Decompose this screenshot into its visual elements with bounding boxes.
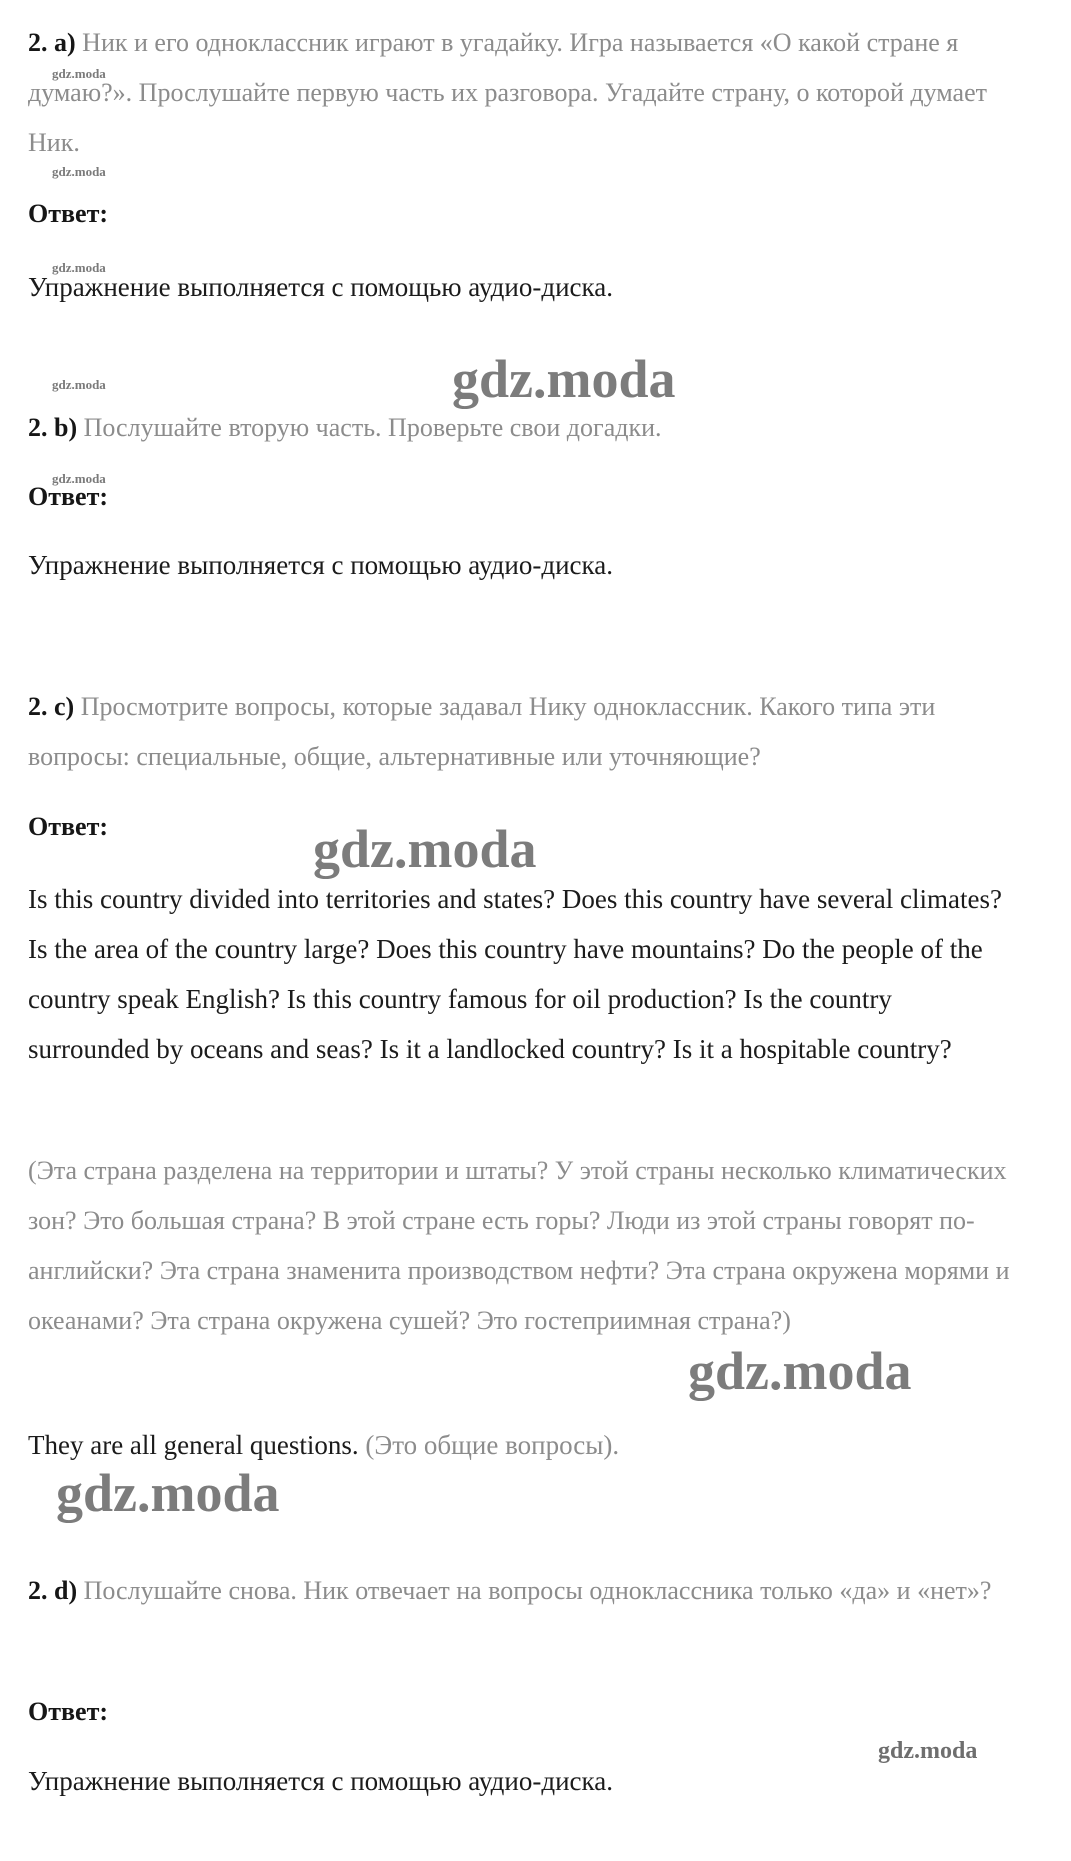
watermark-large: gdz.moda: [313, 819, 537, 879]
task-text: Послушайте снова. Ник отвечает на вопросы одноклассника только «да» и «нет»?: [83, 1576, 992, 1605]
task-number: 2. c): [28, 692, 75, 721]
answer-label: Ответ:: [28, 812, 109, 841]
task-2c-prompt: [28, 682, 1018, 782]
conclusion-translation: (Это общие вопросы).: [365, 1430, 620, 1460]
watermark-small: gdz.moda: [52, 377, 106, 392]
answer-label: Ответ:: [28, 199, 109, 228]
task-number: 2. a): [28, 28, 76, 57]
answer-label: Ответ:: [28, 482, 109, 511]
task-text: Послушайте вторую часть. Проверьте свои догадки.: [83, 413, 662, 442]
answer-text: Упражнение выполняется с помощью аудио-диска.: [28, 550, 613, 580]
watermark-small: gdz.moda: [52, 471, 106, 486]
watermark-small: gdz.moda: [52, 66, 106, 81]
task-text: Просмотрите вопросы, которые задавал Нику одноклассник. Какого типа эти вопросы: специальные, общие, альтернативные или уточняющие?: [28, 692, 936, 771]
task-number: 2. d): [28, 1576, 78, 1605]
watermark-large: gdz.moda: [56, 1463, 280, 1523]
answer-text: Упражнение выполняется с помощью аудио-диска.: [28, 1766, 613, 1796]
watermark-medium: gdz.moda: [878, 1738, 978, 1764]
watermark-small: gdz.moda: [52, 164, 106, 179]
task-number: 2. b): [28, 413, 78, 442]
task-2a-prompt: [28, 18, 1018, 168]
answer-text: Is this country divided into territories and states? Does this country have several climates? Is the area of the country large? Does this country have mountains? Do the people of the country speak English? Is this country famous for oil production? Is the country surrounded by oceans and seas? Is it a landlocked country? Is it a hospitable country?: [28, 884, 1002, 1064]
task-2b-prompt: [28, 403, 1018, 453]
watermark-large: gdz.moda: [452, 349, 676, 409]
answer-text: Упражнение выполняется с помощью аудио-диска.: [28, 272, 613, 302]
watermark-small: gdz.moda: [52, 260, 106, 275]
answer-label: Ответ:: [28, 1697, 109, 1726]
conclusion-text: They are all general questions.: [28, 1430, 359, 1460]
watermark-large: gdz.moda: [688, 1341, 912, 1401]
answer-translation: (Эта страна разделена на территории и штаты? У этой страны несколько климатических зон? Это большая страна? В этой стране есть горы? Люди из этой страны говорят по-английски? Эта страна знаменита производством нефти? Эта страна окружена морями и океанами? Эта страна окружена сушей? Это гостеприимная страна?): [28, 1156, 1010, 1335]
task-2d-prompt: [28, 1566, 1018, 1616]
task-text: Ник и его одноклассник играют в угадайку. Игра называется «О какой стране я думаю?». Прослушайте первую часть их разговора. Угадайте страну, о которой думает Ник.: [28, 28, 987, 157]
